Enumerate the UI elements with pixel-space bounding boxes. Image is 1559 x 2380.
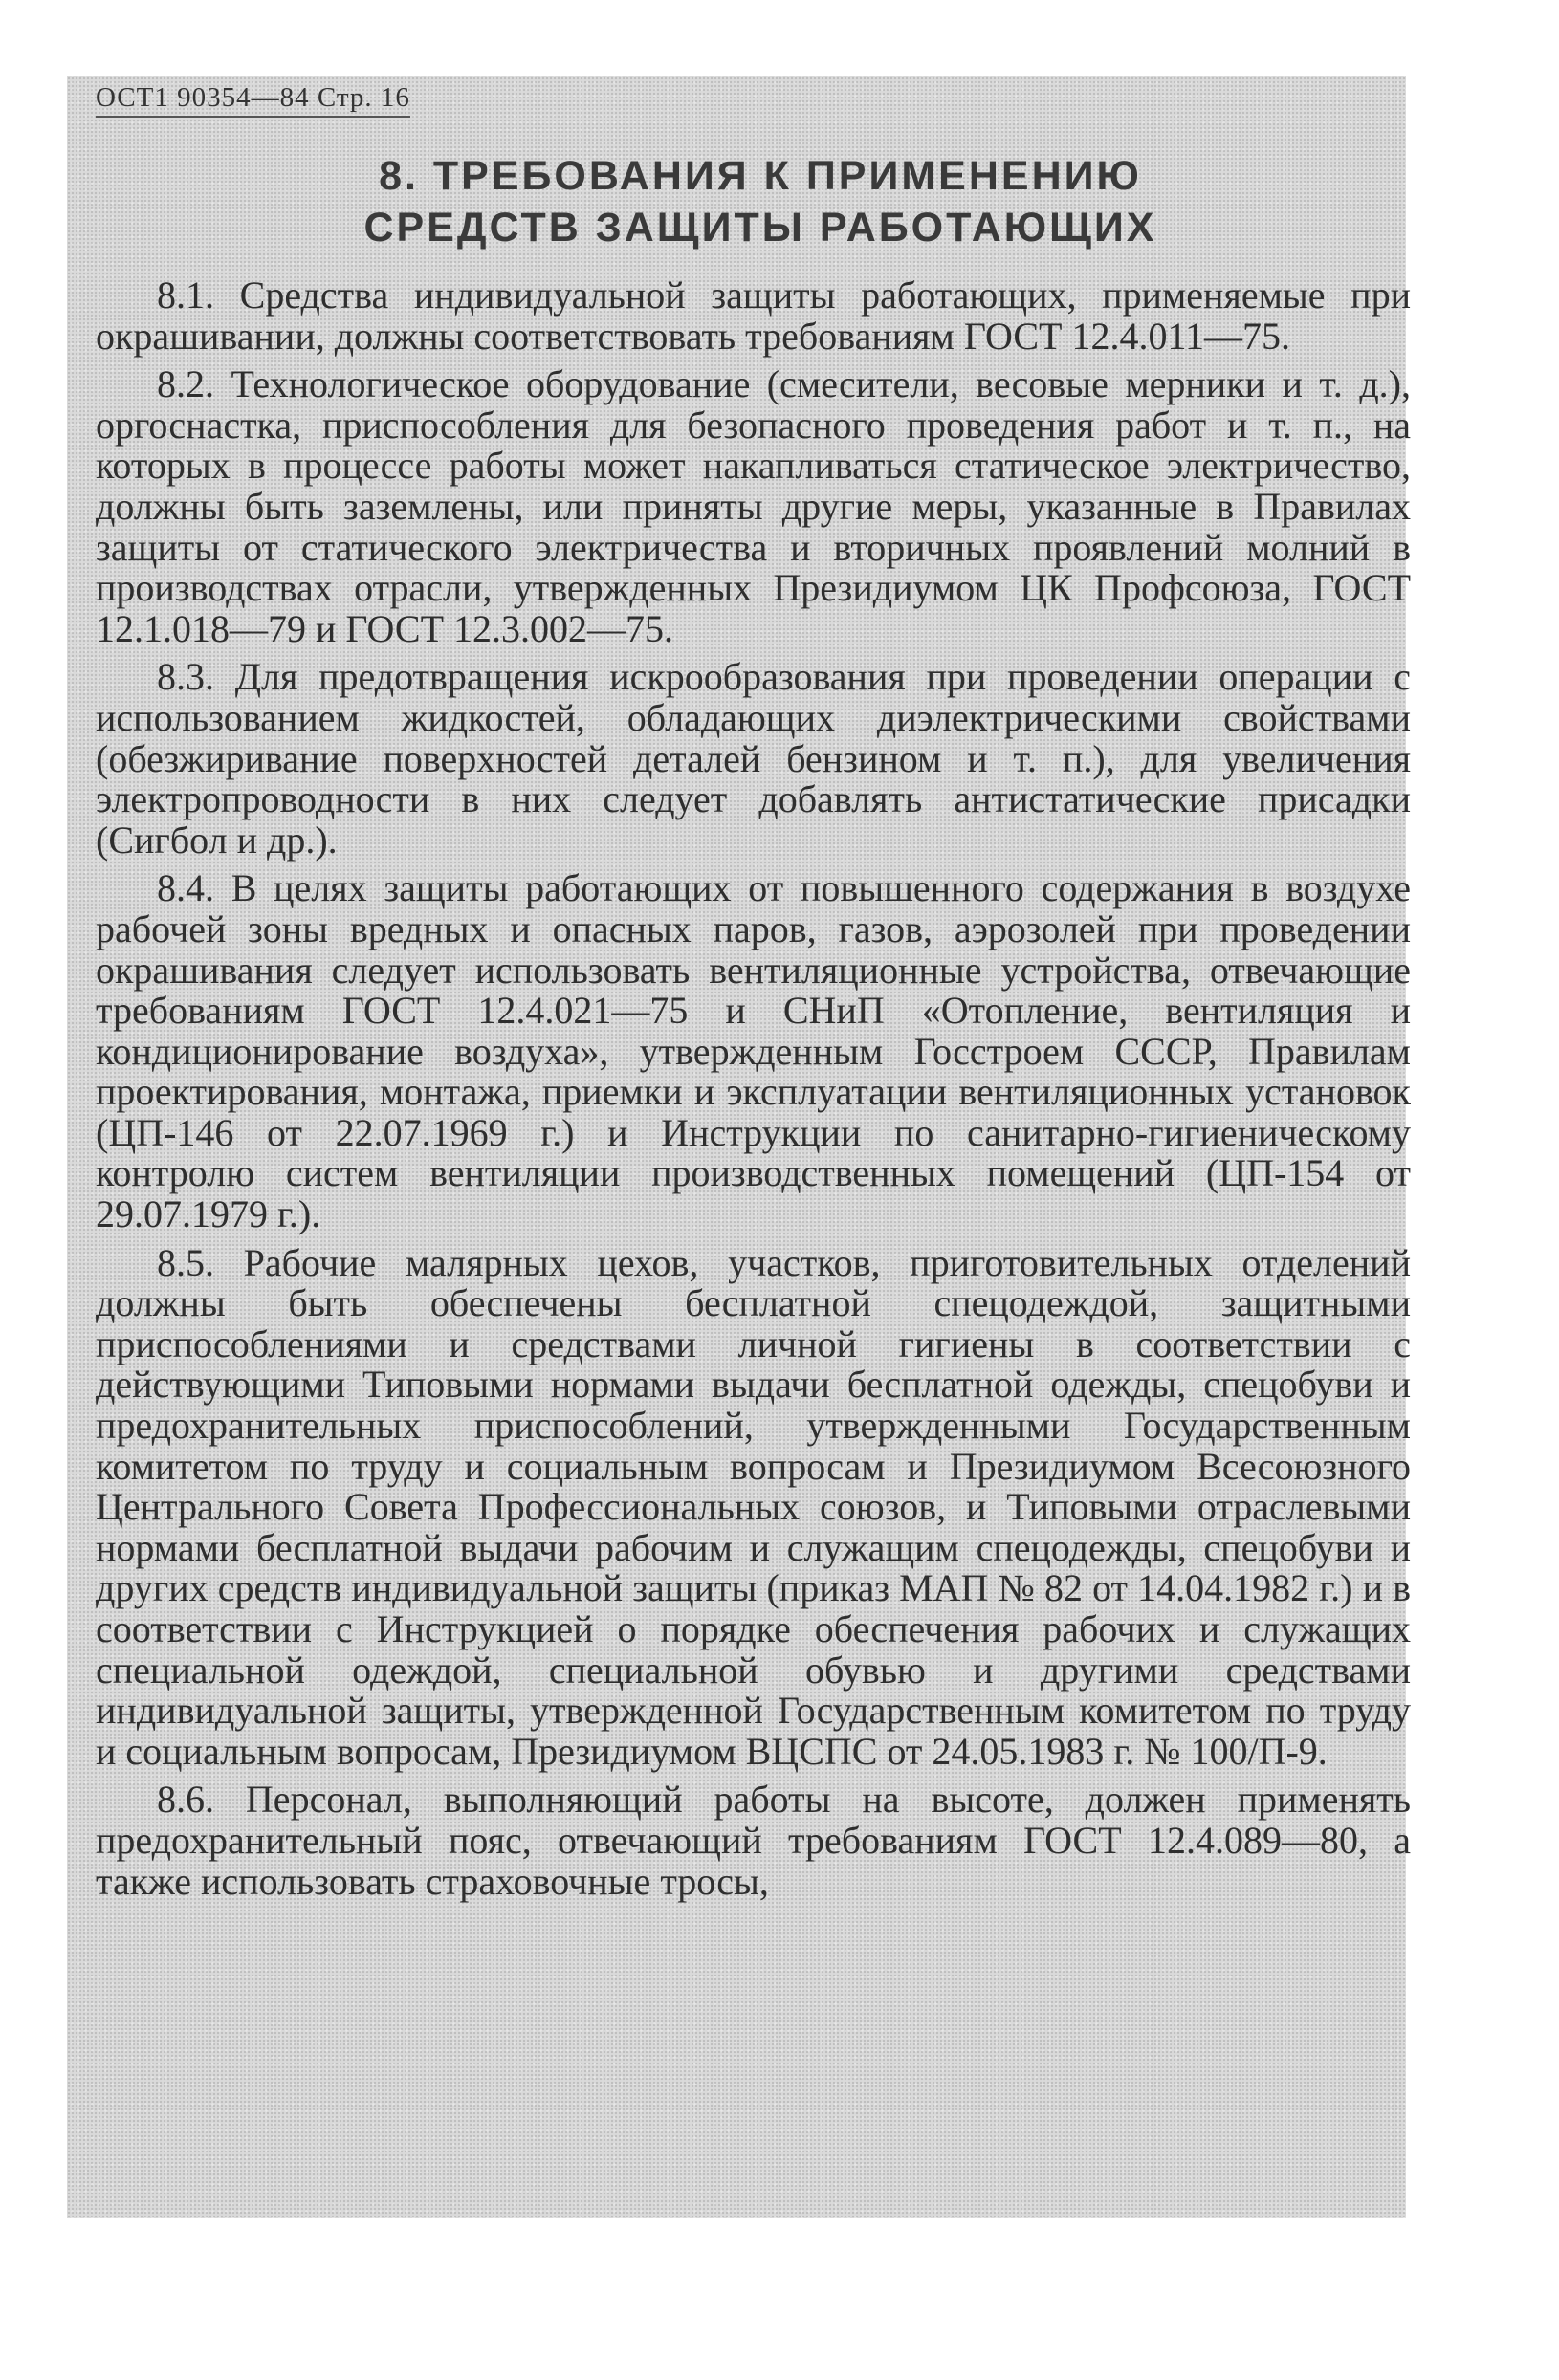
paragraph-8-1: 8.1. Средства индивидуальной защиты работающих, применяемые при окрашивании, должны соответствовать требованиям ГОСТ 12.4.011—75.: [96, 273, 1411, 358]
paragraph-8-2: 8.2. Технологическое оборудование (смесители, весовые мерники и т. д.), оргоснастка, приспособления для безопасного проведения работ и т. п., на которых в процессе работы может накапливаться статическое электричество, должны быть заземлены, или приняты другие меры, указанные в Правилах защиты от статического электричества и вторичных проявлений молний в производствах отрасли, утвержденных Президиумом ЦК Профсоюза, ГОСТ 12.1.018—79 и ГОСТ 12.3.002—75.: [96, 362, 1411, 650]
section-title-line-1: 8. ТРЕБОВАНИЯ К ПРИМЕНЕНИЮ: [379, 153, 1142, 199]
paragraph-8-6: 8.6. Персонал, выполняющий работы на высоте, должен применять предохранительный пояс, отвечающий требованиям ГОСТ 12.4.089—80, а также использовать страховочные тросы,: [96, 1778, 1411, 1903]
page-header: ОСТ1 90354—84 Стр. 16: [96, 82, 410, 118]
paragraph-8-4: 8.4. В целях защиты работающих от повышенного содержания в воздухе рабочей зоны вредных и опасных паров, газов, аэрозолей при проведении окрашивания следует использовать вентиляционные устройства, отвечающие требованиям ГОСТ 12.4.021—75 и СНиП «Отопление, вентиляция и кондиционирование воздуха», утвержденным Госстроем СССР, Правилам проектирования, монтажа, приемки и эксплуатации вентиляционных установок (ЦП-146 от 22.07.1969 г.) и Инструкции по санитарно-гигиеническому контролю систем вентиляции производственных помещений (ЦП-154 от 29.07.1979 г.).: [96, 866, 1411, 1236]
paragraph-8-5: 8.5. Рабочие малярных цехов, участков, приготовительных отделений должны быть обеспечены бесплатной спецодеждой, защитными приспособлениями и средствами личной гигиены в соответствии с действующими Типовыми нормами выдачи бесплатной одежды, спецобуви и предохранительных приспособлений, утвержденными Государственным комитетом по труду и социальным вопросам и Президиумом Всесоюзного Центрального Совета Профессиональных союзов, и Типовыми отраслевыми нормами бесплатной выдачи рабочим и служащим спецодежды, спецобуви и других средств индивидуальной защиты (приказ МАП № 82 от 14.04.1982 г.) и в соответствии с Инструкцией о порядке обеспечения рабочих и служащих специальной одеждой, специальной обувью и другими средствами индивидуальной защиты, утвержденной Государственным комитетом по труду и социальным вопросам, Президиумом ВЦСПС от 24.05.1983 г. № 100/П-9.: [96, 1240, 1411, 1773]
section-title-line-2: СРЕДСТВ ЗАЩИТЫ РАБОТАЮЩИХ: [363, 205, 1157, 251]
section-body: [96, 275, 1411, 1910]
paragraph-8-3: 8.3. Для предотвращения искрообразования при проведении операции с использованием жидкостей, обладающих диэлектрическими свойствами (обезжиривание поверхностей деталей бензином и т. п.), для увеличения электропроводности в них следует добавлять антистатические присадки (Сигбол и др.).: [96, 655, 1411, 862]
